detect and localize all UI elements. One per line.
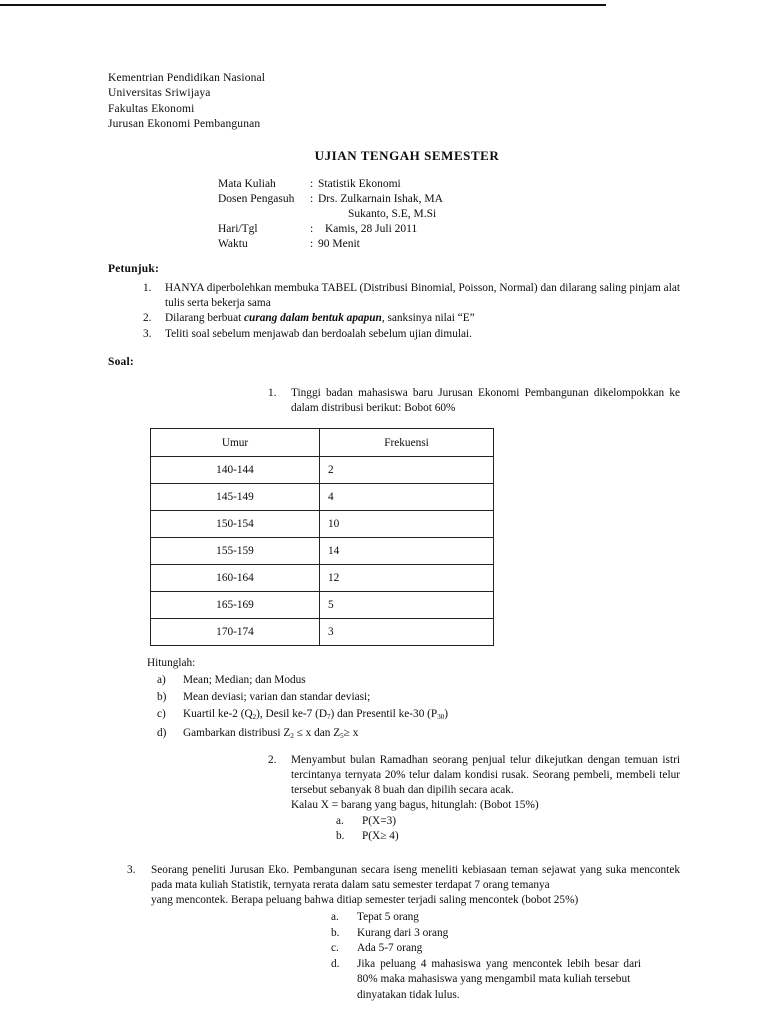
meta-separator: : <box>310 193 314 206</box>
meta-label-lecturer: Dosen Pengasuh <box>218 193 295 206</box>
meta-separator: : <box>310 238 314 251</box>
meta-label-course: Mata Kuliah <box>218 178 276 190</box>
questions-heading: Soal: <box>108 356 134 368</box>
question-3-text <box>151 863 680 908</box>
question-3-subitem <box>331 941 641 957</box>
meta-value-duration: 90 Menit <box>318 238 360 251</box>
question-3-subitem <box>331 910 641 926</box>
subitem-text: Mean; Median; dan Modus <box>183 674 306 686</box>
subitem-marker: d. <box>331 957 340 970</box>
instruction-number: 3. <box>143 327 152 340</box>
table-cell-umur: 165-169 <box>151 592 320 619</box>
subitem-prefix: Gambarkan distribusi Z <box>183 727 291 740</box>
meta-value-course: Statistik Ekonomi <box>318 178 401 190</box>
table-row <box>151 565 494 592</box>
meta-label-duration: Waktu <box>218 238 248 251</box>
letterhead-line-department: Jurusan Ekonomi Pembangunan <box>108 117 261 130</box>
table-row <box>151 619 494 646</box>
table-row <box>151 592 494 619</box>
instruction-text: Teliti soal sebelum menjawab dan berdoalah sebelum ujian dimulai. <box>165 327 472 340</box>
subitem-text <box>357 957 641 1004</box>
subscript-quartile: 2 <box>252 712 257 721</box>
subitem-suffix: ) <box>444 707 448 720</box>
frequency-distribution-table <box>150 428 494 646</box>
question-3-row <box>127 863 680 908</box>
question-3-lastline: yang mencontek. Berapa peluang bahwa ditiap semester terjadi saling mencontek (bobot 25%) <box>151 894 579 906</box>
question-3-subitem <box>331 957 641 1004</box>
meta-label-date: Hari/Tgl <box>218 223 258 236</box>
table-row <box>151 538 494 565</box>
question-1-subitems <box>157 672 557 745</box>
table-cell-frekuensi: 12 <box>320 565 494 592</box>
question-1-text: Tinggi badan mahasiswa baru Jurusan Ekonomi Pembangunan dikelompokkan ke dalam distribusi berikut: Bobot 60% <box>291 387 680 414</box>
instruction-number: 2. <box>143 312 152 325</box>
meta-row-course <box>218 177 443 192</box>
subitem-text <box>183 725 557 745</box>
instruction-text-emphasis: curang dalam bentuk apapun <box>244 312 382 325</box>
letterhead-line-university: Universitas Sriwijaya <box>108 87 211 100</box>
question-2-row <box>268 753 680 813</box>
subitem-body: Jika peluang 4 mahasiswa yang mencontek lebih besar dari 80% maka mahasiswa yang mengambil mata kuliah tersebut <box>357 957 641 986</box>
question-2 <box>268 753 680 845</box>
exam-meta-block <box>218 177 443 252</box>
meta-value-date: Kamis, 28 Juli 2011 <box>325 223 418 236</box>
subitem-text: Mean deviasi; varian dan standar deviasi; <box>183 690 371 703</box>
subitem-marker: b) <box>157 690 167 703</box>
table-row <box>151 511 494 538</box>
table-row <box>151 484 494 511</box>
instruction-text <box>165 311 680 326</box>
table-header-row <box>151 429 494 457</box>
question-1-number: 1. <box>268 387 277 399</box>
subscript-z-upper: 5 <box>340 732 344 741</box>
subitem-mid1: ≤ x dan Z <box>293 727 341 740</box>
letterhead-line-ministry: Kementrian Pendidikan Nasional <box>108 72 266 84</box>
question-2-body: Menyambut bulan Ramadhan seorang penjual telur dikejutkan dengan temuan istri tercintanya ternyata 20% telur dalam kondisi rusak. Seorang pembeli, membeli telur tersebut sebanyak 8 buah dan dipilih secara acak. <box>291 754 680 796</box>
question-1-row <box>268 386 680 416</box>
institution-letterhead <box>108 71 265 132</box>
question-1-subitem <box>157 706 557 726</box>
instructions-heading: Petunjuk: <box>108 263 160 275</box>
table-row <box>151 457 494 484</box>
subitem-marker: b. <box>336 830 345 843</box>
meta-separator: : <box>310 223 314 236</box>
question-1-subitem <box>157 689 557 706</box>
instruction-number: 1. <box>143 282 152 294</box>
question-2-subitems <box>336 814 680 845</box>
subitem-mid2: ≥ x <box>343 727 359 740</box>
table-head <box>151 429 494 457</box>
table-cell-frekuensi: 4 <box>320 484 494 511</box>
subscript-z-lower: 2 <box>290 732 294 741</box>
page-title: UJIAN TENGAH SEMESTER <box>314 148 500 163</box>
instructions-list <box>143 281 680 342</box>
letterhead-line-faculty: Fakultas Ekonomi <box>108 102 195 115</box>
subitem-text: P(X≥ 4) <box>362 830 399 843</box>
question-3-number: 3. <box>127 864 136 876</box>
table-header-umur: Umur <box>151 429 320 457</box>
subitem-marker: c) <box>157 707 166 720</box>
meta-row-duration <box>218 237 443 252</box>
table-cell-umur: 160-164 <box>151 565 320 592</box>
subitem-mid2: ) dan Presentil ke-30 (P <box>330 707 438 720</box>
subscript-percentile: 30 <box>437 712 445 721</box>
subitem-text: P(X=3) <box>362 815 396 827</box>
meta-value-lecturer-2: Sukanto, S.E, M.Si <box>348 208 437 221</box>
table-cell-umur: 150-154 <box>151 511 320 538</box>
meta-separator: : <box>310 178 314 190</box>
question-1 <box>268 386 680 416</box>
question-2-lastline: Kalau X = barang yang bagus, hitunglah: (Bobot 15%) <box>291 799 539 811</box>
question-3 <box>127 863 680 1004</box>
question-1-subitem <box>157 672 557 689</box>
subitem-text: Tepat 5 orang <box>357 911 419 923</box>
instruction-item <box>143 327 680 342</box>
meta-row-lecturer <box>218 192 443 207</box>
table-cell-frekuensi: 14 <box>320 538 494 565</box>
subitem-marker: a. <box>336 815 344 827</box>
table-cell-frekuensi: 2 <box>320 457 494 484</box>
subitem-marker: d) <box>157 727 167 740</box>
meta-value-lecturer-1: Drs. Zulkarnain Ishak, MA <box>318 193 443 206</box>
instruction-text-pre: Dilarang berbuat <box>165 312 245 325</box>
instruction-text-post: , sanksinya nilai “E” <box>381 312 475 325</box>
subitem-marker: c. <box>331 942 339 955</box>
question-2-subitem <box>336 814 680 829</box>
table-header-frekuensi: Frekuensi <box>320 429 494 457</box>
subitem-text: Ada 5-7 orang <box>357 942 423 955</box>
subitem-marker: b. <box>331 926 340 939</box>
table-cell-umur: 170-174 <box>151 619 320 646</box>
meta-row-lecturer-second <box>218 207 443 222</box>
table-body <box>151 457 494 646</box>
subitem-mid1: ), Desil ke-7 (D <box>256 707 328 720</box>
table-cell-frekuensi: 10 <box>320 511 494 538</box>
instruction-text: HANYA diperbolehkan membuka TABEL (Distribusi Binomial, Poisson, Normal) dan dilarang saling pinjam alat tulis serta bekerja sama <box>165 282 680 309</box>
subitem-marker: a. <box>331 911 339 923</box>
instruction-item <box>143 281 680 310</box>
subitem-text <box>183 706 557 726</box>
table-cell-umur: 140-144 <box>151 457 320 484</box>
question-3-body: Seorang peneliti Jurusan Eko. Pembangunan secara iseng meneliti kebiasaan teman sejawat yang suka mencontek pada mata kuliah Statistik, ternyata rerata dalam satu semester terdapat 7 orang temanya <box>151 864 680 891</box>
question-2-number: 2. <box>268 754 277 766</box>
question-3-subitems <box>331 910 641 1004</box>
subitem-prefix: Kuartil ke-2 (Q <box>183 707 253 720</box>
table-cell-frekuensi: 5 <box>320 592 494 619</box>
table-cell-frekuensi: 3 <box>320 619 494 646</box>
question-1-subitem <box>157 725 557 745</box>
table-cell-umur: 155-159 <box>151 538 320 565</box>
subitem-marker: a) <box>157 674 166 686</box>
hitunglah-label: Hitunglah: <box>147 657 196 669</box>
table-cell-umur: 145-149 <box>151 484 320 511</box>
subitem-lastline: dinyatakan tidak lulus. <box>357 988 460 1001</box>
question-3-subitem <box>331 926 641 942</box>
instruction-item <box>143 311 680 326</box>
subscript-decile: 7 <box>327 712 331 721</box>
question-2-text <box>291 753 680 813</box>
header-divider-rule <box>0 4 606 6</box>
subitem-text: Kurang dari 3 orang <box>357 926 449 939</box>
meta-row-date <box>218 222 443 237</box>
question-2-subitem <box>336 829 680 844</box>
